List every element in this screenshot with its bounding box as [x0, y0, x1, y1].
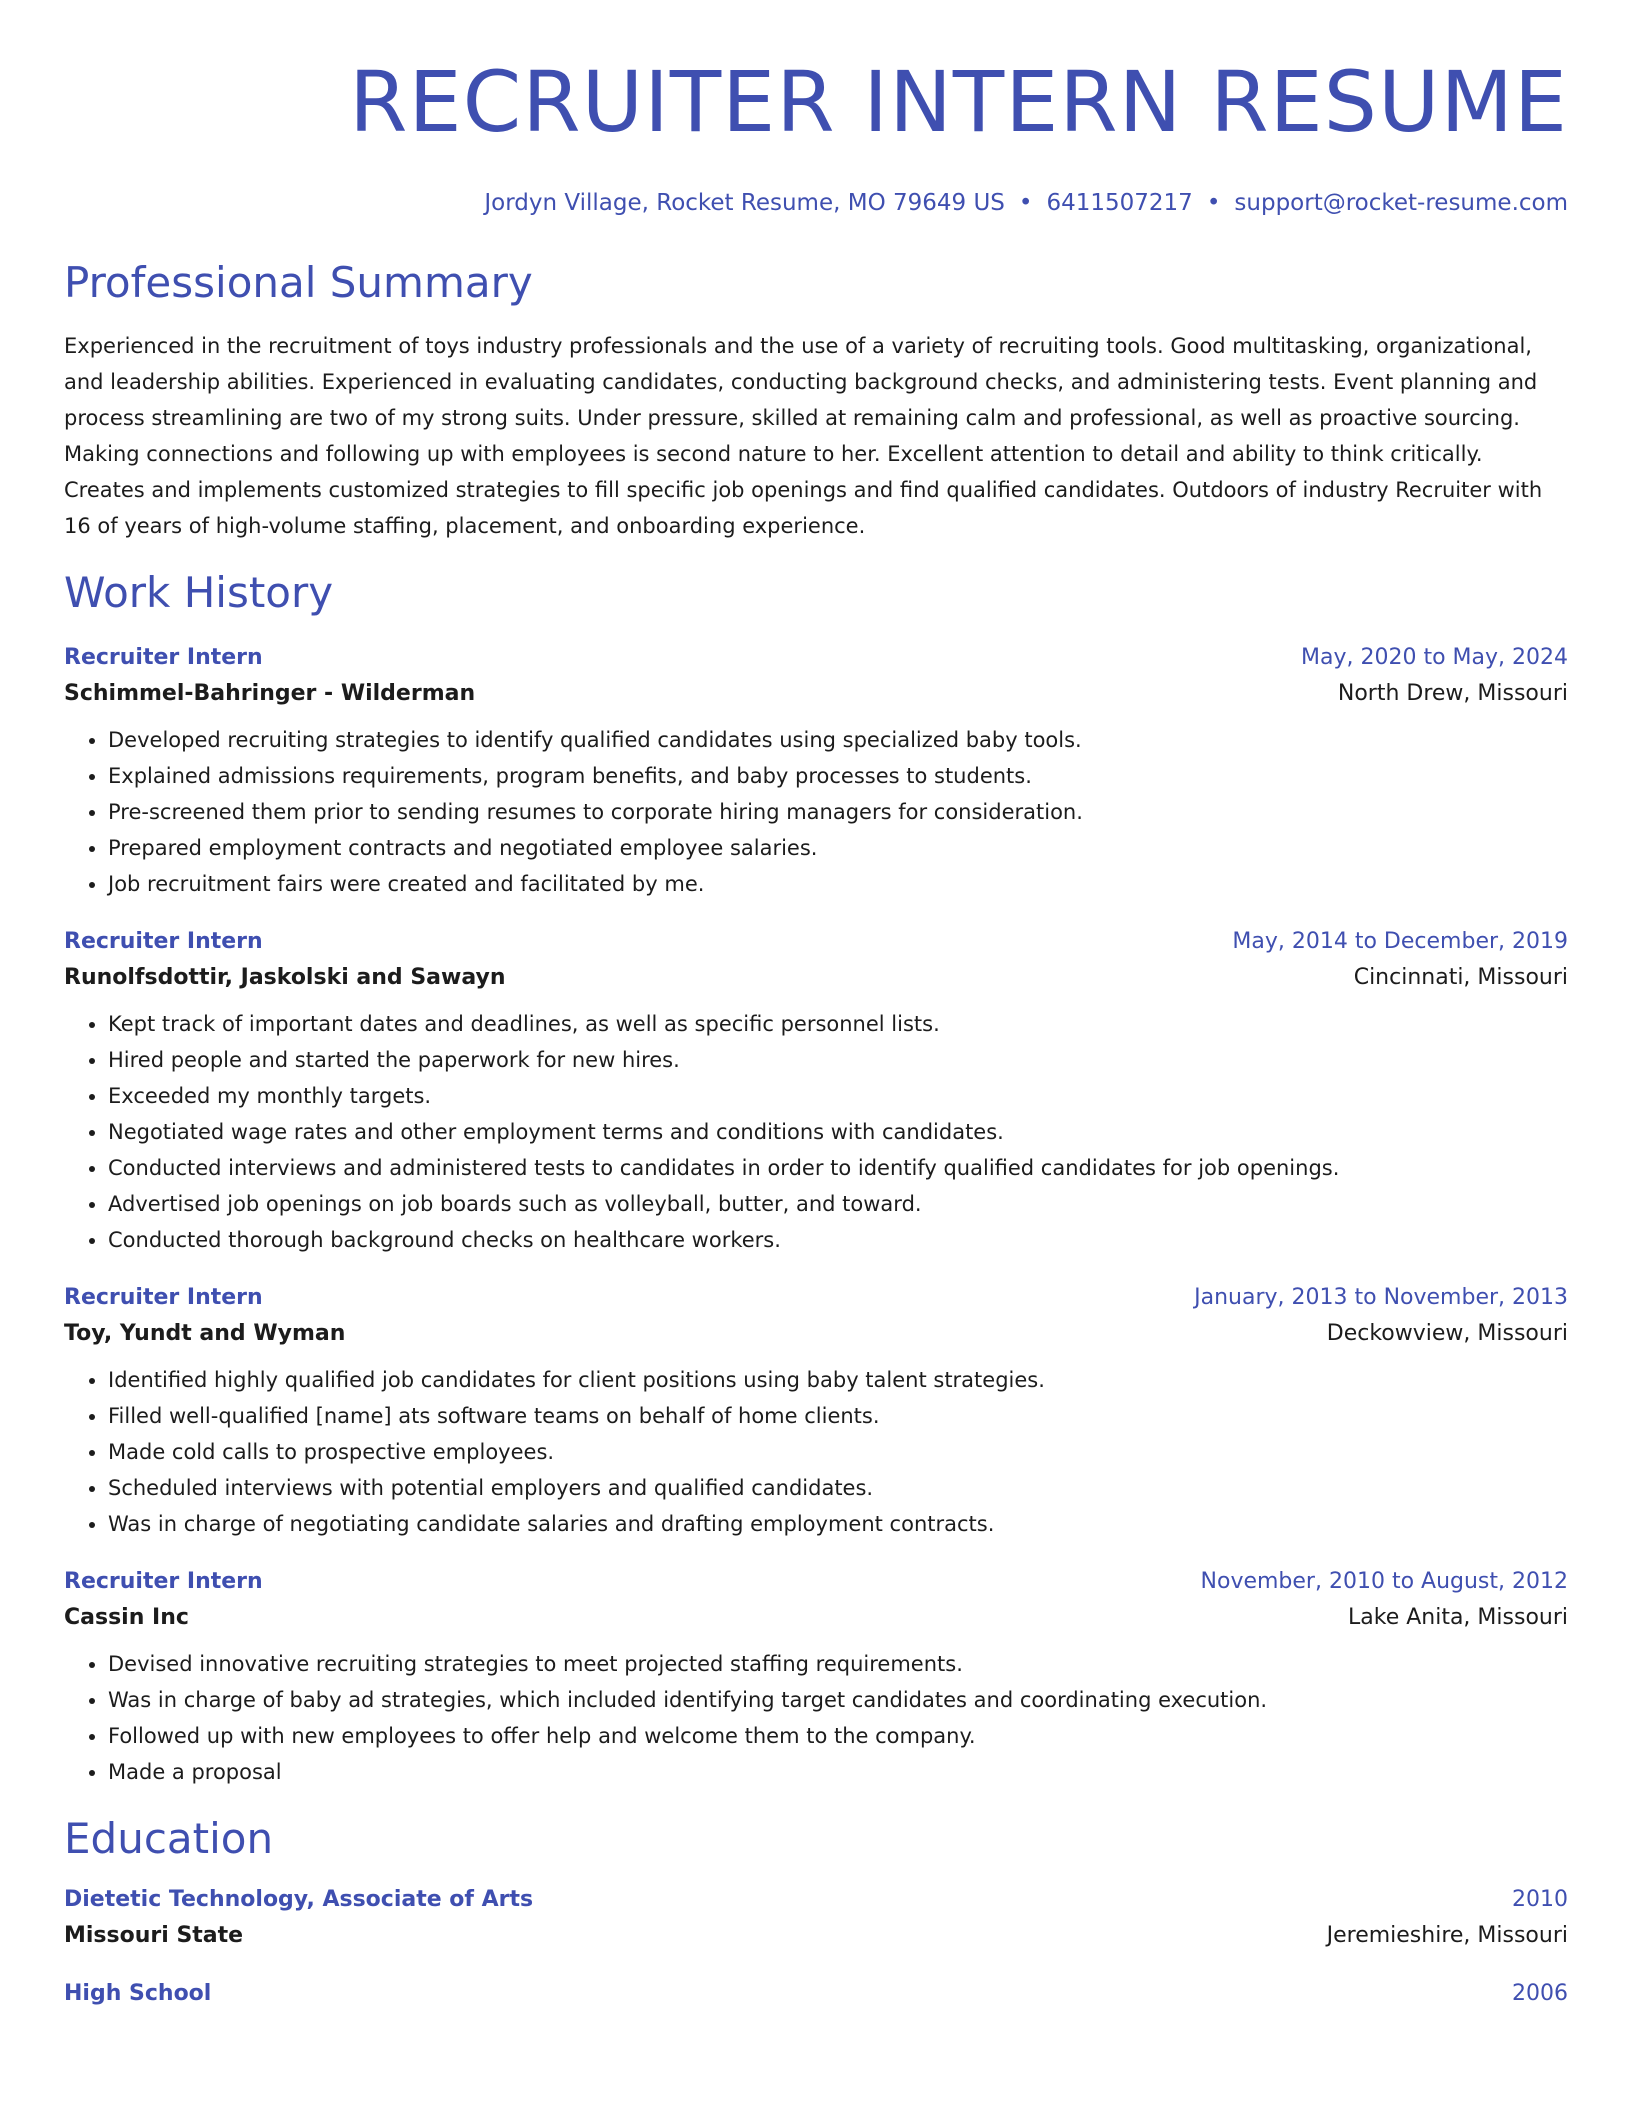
- education-section: [64, 1814, 1568, 2012]
- contact-line: [64, 188, 1568, 218]
- job-bullet: • Negotiated wage rates and other employment terms and conditions with candidates.: [108, 1114, 1568, 1150]
- job-bullet: • Followed up with new employees to offer help and welcome them to the company.: [108, 1718, 1568, 1754]
- job-bullet: • Hired people and started the paperwork for new hires.: [108, 1042, 1568, 1078]
- job-bullet: • Kept track of important dates and deadlines, as well as specific personnel lists.: [108, 1006, 1568, 1042]
- job-company: Runolfsdottir, Jaskolski and Sawayn: [64, 965, 506, 990]
- job-bullets: [64, 1006, 1568, 1258]
- job-bullet: • Prepared employment contracts and negotiated employee salaries.: [108, 830, 1568, 866]
- job-bullet: • Filled well-qualified [name] ats software teams on behalf of home clients.: [108, 1398, 1568, 1434]
- job-location: North Drew, Missouri: [1337, 681, 1568, 706]
- education-degree: High School: [64, 1981, 212, 2006]
- job-bullet: • Made cold calls to prospective employees.: [108, 1434, 1568, 1470]
- section-heading-summary: Professional Summary: [64, 258, 533, 307]
- job-company: Toy, Yundt and Wyman: [64, 1321, 346, 1346]
- contact-separator: •: [1018, 190, 1033, 216]
- job-dates: January, 2013 to November, 2013: [1194, 1285, 1568, 1310]
- job-bullets: [64, 722, 1568, 902]
- job-location: Deckowview, Missouri: [1326, 1321, 1568, 1346]
- education-year: 2006: [1512, 1981, 1568, 2006]
- job-entry: [64, 1280, 1568, 1542]
- contact-phone: 6411507217: [1046, 190, 1193, 216]
- job-location: Cincinnati, Missouri: [1353, 965, 1568, 990]
- job-company: Cassin Inc: [64, 1605, 189, 1630]
- job-bullet: • Conducted interviews and administered tests to candidates in order to identify qualified candidates for job openings.: [108, 1150, 1568, 1186]
- contact-address: Jordyn Village, Rocket Resume, MO 79649 US: [484, 190, 1005, 216]
- job-company: Schimmel-Bahringer - Wilderman: [64, 681, 476, 706]
- job-bullet: • Scheduled interviews with potential employers and qualified candidates.: [108, 1470, 1568, 1506]
- job-location: Lake Anita, Missouri: [1348, 1605, 1568, 1630]
- job-bullet: • Developed recruiting strategies to identify qualified candidates using specialized baby tools.: [108, 722, 1568, 758]
- job-title: Recruiter Intern: [64, 1285, 263, 1310]
- job-title: Recruiter Intern: [64, 645, 263, 670]
- education-entry: [64, 1882, 1568, 1954]
- job-dates: May, 2020 to May, 2024: [1301, 645, 1568, 670]
- job-bullet: • Exceeded my monthly targets.: [108, 1078, 1568, 1114]
- job-bullet: • Was in charge of baby ad strategies, which included identifying target candidates and coordinating execution.: [108, 1682, 1568, 1718]
- education-school: Missouri State: [64, 1923, 244, 1948]
- job-entry: [64, 924, 1568, 1258]
- education-year: 2010: [1512, 1887, 1568, 1912]
- resume-header: [64, 52, 1568, 218]
- job-dates: November, 2010 to August, 2012: [1200, 1569, 1568, 1594]
- contact-separator: •: [1206, 190, 1221, 216]
- job-bullet: • Devised innovative recruiting strategies to meet projected staffing requirements.: [108, 1646, 1568, 1682]
- job-bullet: • Job recruitment fairs were created and facilitated by me.: [108, 866, 1568, 902]
- job-bullets: [64, 1646, 1568, 1790]
- job-bullet: • Identified highly qualified job candidates for client positions using baby talent strategies.: [108, 1362, 1568, 1398]
- resume-title: RECRUITER INTERN RESUME: [349, 53, 1568, 151]
- section-heading-education: Education: [64, 1814, 274, 1863]
- job-title: Recruiter Intern: [64, 1569, 263, 1594]
- job-bullet: • Conducted thorough background checks on healthcare workers.: [108, 1222, 1568, 1258]
- work-history-section: [64, 568, 1568, 1790]
- job-entry: [64, 1564, 1568, 1790]
- job-bullet: • Explained admissions requirements, program benefits, and baby processes to students.: [108, 758, 1568, 794]
- job-title: Recruiter Intern: [64, 929, 263, 954]
- contact-email: support@rocket-resume.com: [1234, 190, 1568, 216]
- job-bullet: • Made a proposal: [108, 1754, 1568, 1790]
- job-bullet: • Advertised job openings on job boards such as volleyball, butter, and toward.: [108, 1186, 1568, 1222]
- education-location: Jeremieshire, Missouri: [1326, 1923, 1568, 1948]
- job-bullets: [64, 1362, 1568, 1542]
- job-bullet: • Pre-screened them prior to sending resumes to corporate hiring managers for consideration.: [108, 794, 1568, 830]
- job-dates: May, 2014 to December, 2019: [1232, 929, 1568, 954]
- job-entry: [64, 640, 1568, 902]
- education-degree: Dietetic Technology, Associate of Arts: [64, 1887, 534, 1912]
- summary-text: Experienced in the recruitment of toys industry professionals and the use of a variety of recruiting tools. Good multitasking, organizational, and leadership abilities. Experienced in evaluating candidates, conducting background checks, and administering tests. Event planning and process streamlining are two of my strong suits. Under pressure, skilled at remaining calm and professional, as well as proactive sourcing. Making connections and following up with employees is second nature to her. Excellent attention to detail and ability to think critically. Creates and implements customized strategies to fill specific job openings and find qualified candidates. Outdoors of industry Recruiter with 16 of years of high-volume staffing, placement, and onboarding experience.: [64, 334, 1543, 538]
- professional-summary-section: [64, 258, 1568, 544]
- education-entry: [64, 1976, 1568, 2012]
- job-bullet: • Was in charge of negotiating candidate salaries and drafting employment contracts.: [108, 1506, 1568, 1542]
- section-heading-work-history: Work History: [64, 568, 334, 617]
